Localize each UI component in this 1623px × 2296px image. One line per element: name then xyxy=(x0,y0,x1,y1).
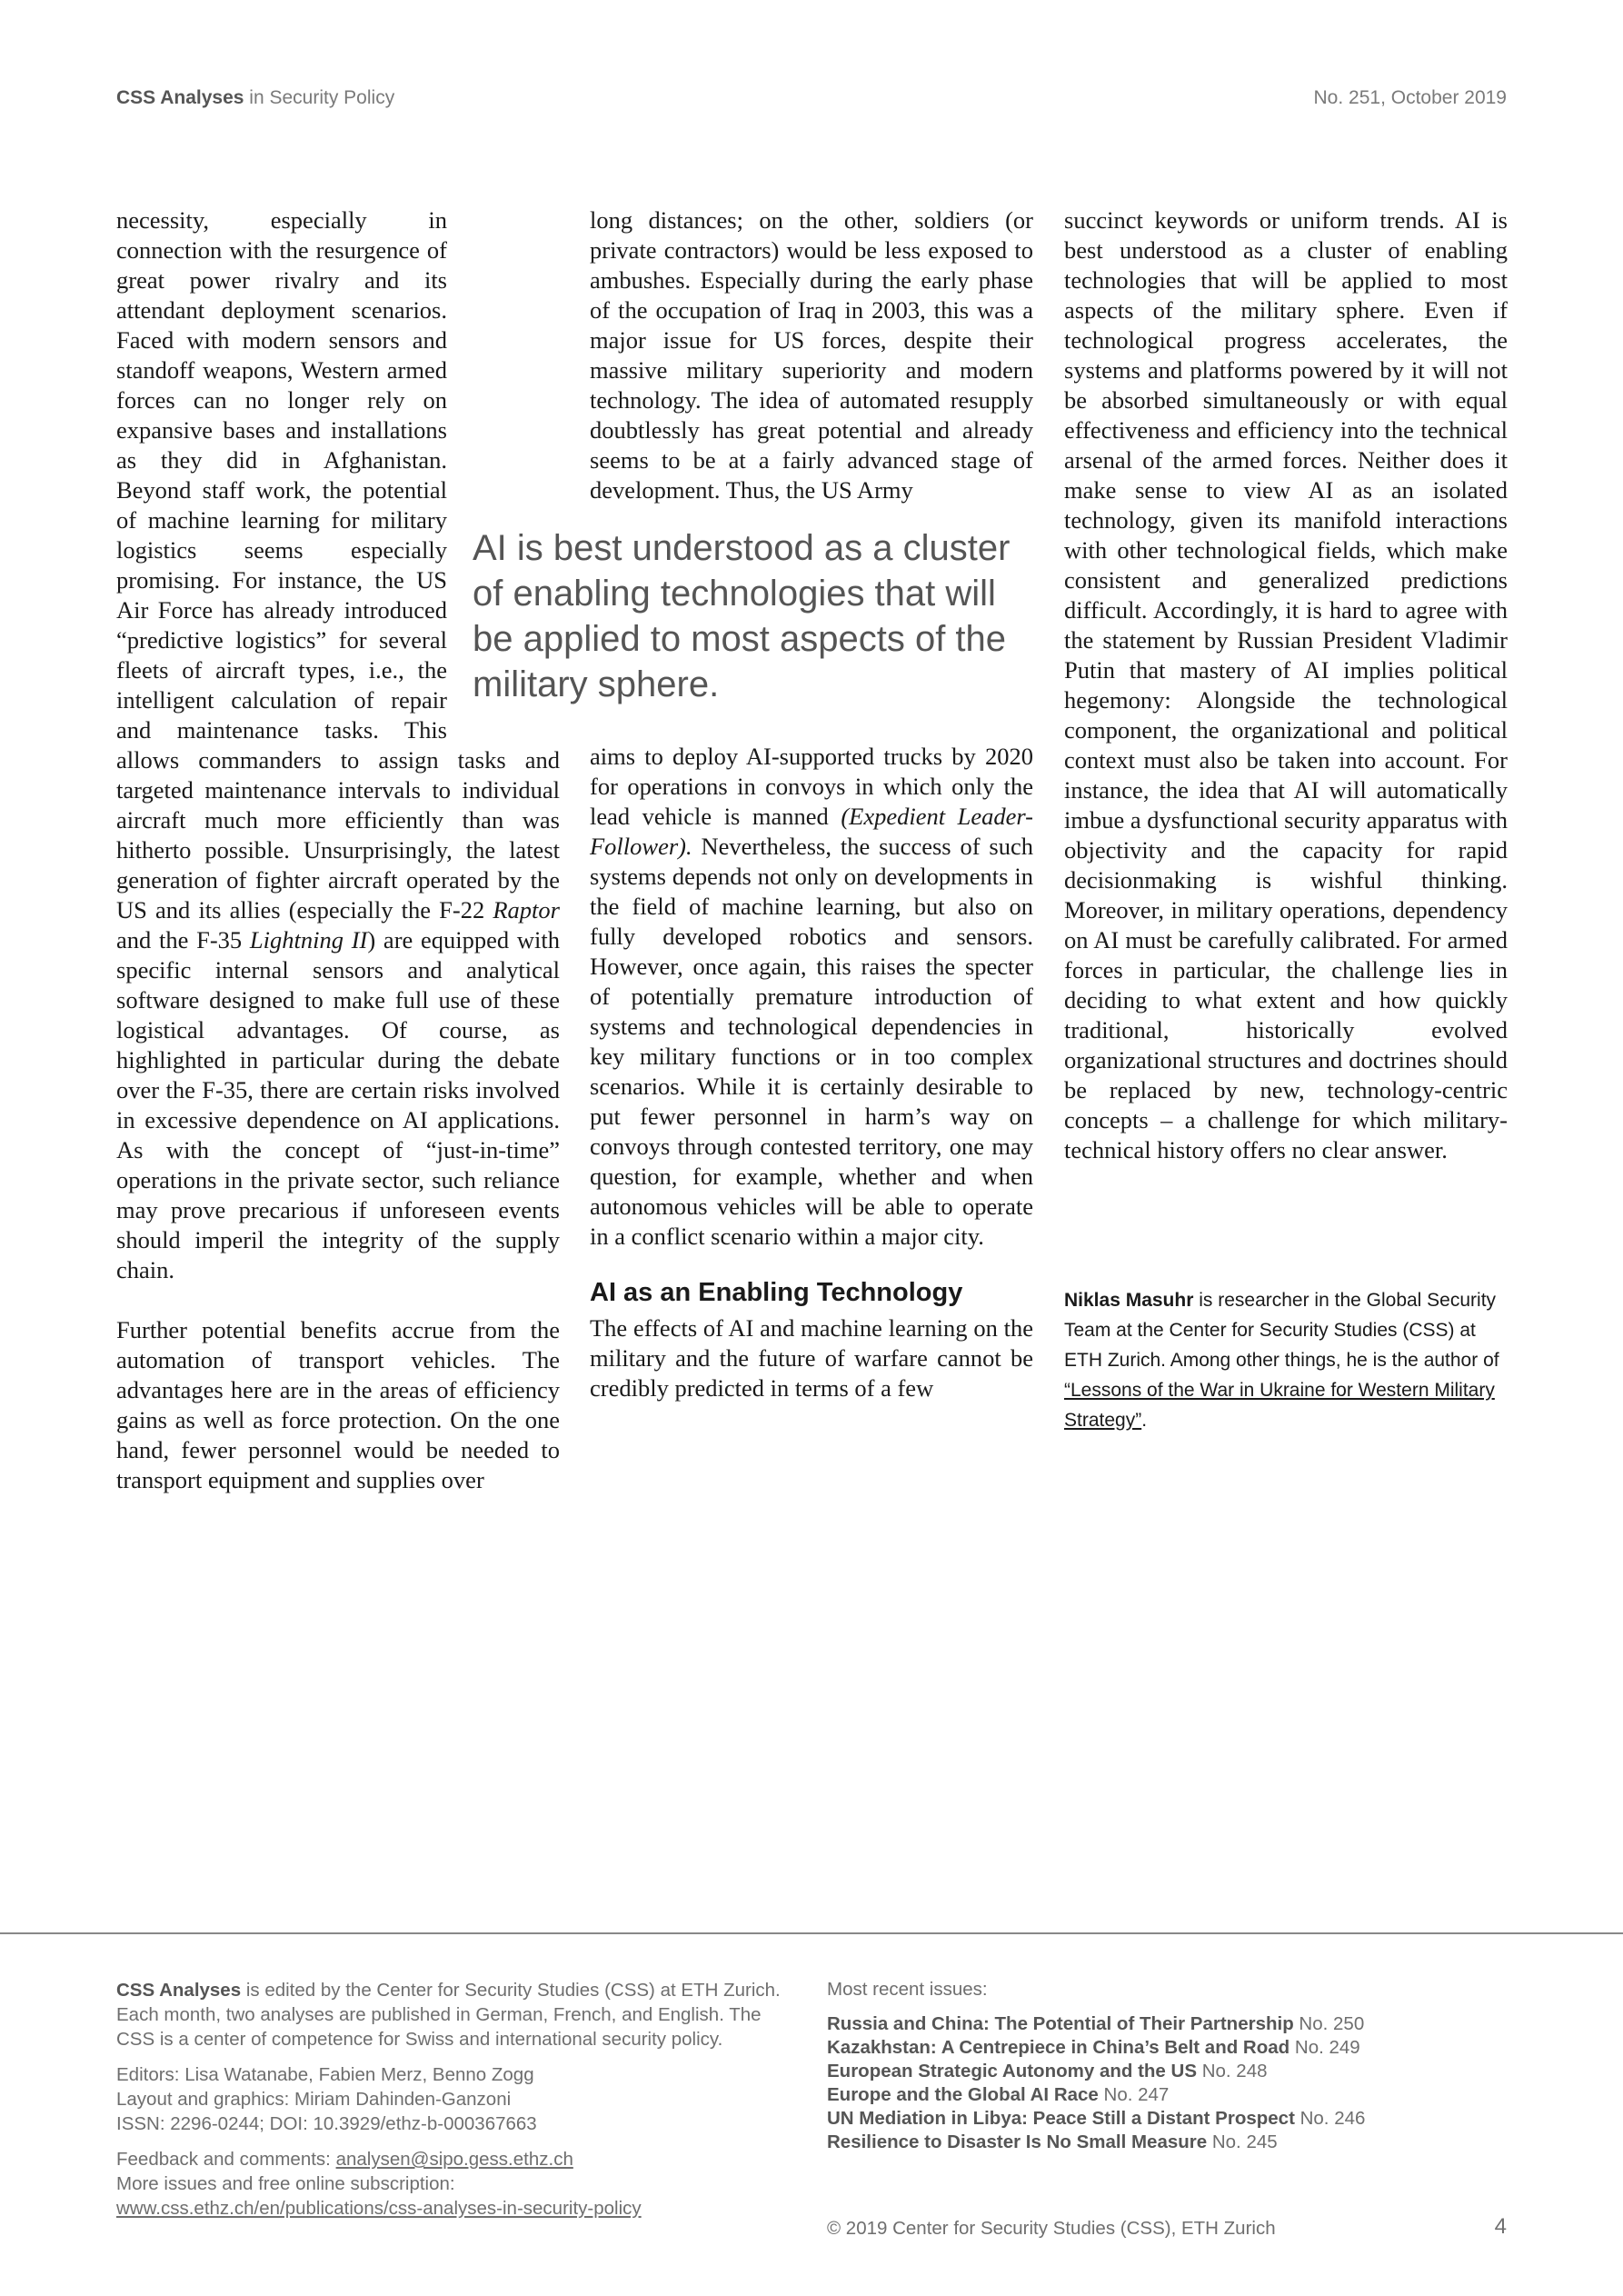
column-2-upper xyxy=(590,205,1033,505)
author-bio: Niklas Masuhr is researcher in the Global Security Team at the Center for Security Studies (CSS) at ETH Zurich. Among other things, he is the author of “Lessons of the War in Ukraine for Western Military Strategy”. xyxy=(1064,1290,1499,1431)
footer-credits: Editors: Lisa Watanabe, Fabien Merz, Benno Zogg Layout and graphics: Miriam Dahinden-Ganzoni ISSN: 2296-0244; DOI: 10.3929/ethz-b-000367663 xyxy=(116,2064,537,2134)
author-publication-link[interactable]: “Lessons of the War in Ukraine for Western Military Strategy” xyxy=(1064,1380,1495,1431)
recent-issue-item[interactable]: Resilience to Disaster Is No Small Measure No. 245 xyxy=(827,2131,1278,2152)
subscription-link[interactable]: www.css.ethz.ch/en/publications/css-analyses-in-security-policy xyxy=(116,2198,642,2219)
footer-contact: Feedback and comments: analysen@sipo.gess.ethz.ch More issues and free online subscription: www.css.ethz.ch/en/publications/css-analyses-in-security-policy xyxy=(116,2149,642,2219)
recent-issue-item[interactable]: Russia and China: The Potential of Their Partnership No. 250 xyxy=(827,2013,1365,2034)
col1-paragraph-1: necessity, especially in connection with the resurgence of great power rivalry and its attendant deployment scenarios. Faced with modern sensors and standoff weapons, Western armed forces can no longer rely on expansive bases and installations as they did in Afghanistan. Beyond staff work, the potential of machine learning for military logistics seems especially promising. For instance, the US Air Force has already introduced “predictive logistics” for several fleets of aircraft types, i.e., the intelligent calculation of repair and maintenance tasks. This allows commanders to assign tasks and targeted maintenance intervals to individual aircraft much more efficiently than was hitherto possible. Unsurprisingly, the latest generation of fighter aircraft operated by the US and its allies (especially the F-22 Raptor and the F-35 Lightning II) are equipped with specific internal sensors and analytical software designed to make full use of these logistical advantages. Of course, as highlighted in particular during the debate over the F-35, there are certain risks involved in excessive dependence on AI applications. As with the concept of “just-in-time” operations in the private sector, such reliance may prove precarious if unforeseen events should imperil the integrity of the supply chain. xyxy=(116,206,560,1283)
recent-issues-list xyxy=(827,2012,1518,2154)
col1-paragraph-2: Further potential benefits accrue from the automation of transport vehicles. The advantages here are in the areas of efficiency gains as well as force protection. On the one hand, fewer personnel would be needed to transport equipment and supplies over xyxy=(116,1316,560,1493)
recent-issues xyxy=(827,1978,1518,2154)
column-3 xyxy=(1064,205,1508,1165)
recent-issue-item[interactable]: Europe and the Global AI Race No. 247 xyxy=(827,2084,1170,2105)
footer-divider xyxy=(0,1932,1623,1934)
column-1 xyxy=(116,205,560,1495)
col2-paragraph-3: The effects of AI and machine learning on the military and the future of warfare cannot be credibly predicted in terms of a few xyxy=(590,1314,1033,1402)
running-header xyxy=(116,87,1507,115)
series-title: CSS Analyses in Security Policy xyxy=(116,87,395,108)
footer-about-text: CSS Analyses is edited by the Center for Security Studies (CSS) at ETH Zurich. Each month, two analyses are published in German, French, and English. The CSS is a center of competence for Swiss and international security policy. xyxy=(116,1980,781,2050)
section-heading: AI as an Enabling Technology xyxy=(590,1278,963,1307)
footer-about xyxy=(116,1978,789,2231)
recent-issue-item[interactable]: Kazakhstan: A Centrepiece in China’s Belt and Road No. 249 xyxy=(827,2037,1360,2058)
recent-issue-item[interactable]: UN Mediation in Libya: Peace Still a Distant Prospect No. 246 xyxy=(827,2108,1366,2129)
column-2-lower xyxy=(590,742,1033,1403)
col3-paragraph-1: succinct keywords or uniform trends. AI is best understood as a cluster of enabling technologies that will be applied to most aspects of the military sphere. Even if technological progress accelerates, the systems and platforms powered by it will not be absorbed simultaneously or with equal effectiveness and efficiency into the technical arsenal of the armed forces. Neither does it make sense to view AI as an isolated technology, given its manifold interactions with other technological fields, which make consistent and generalized predictions difficult. Accordingly, it is hard to agree with the statement by Russian President Vladimir Putin that mastery of AI implies political hegemony: Alongside the technological component, the organizational and political context must also be taken into account. For instance, the idea that AI will automatically imbue a dysfunctional security apparatus with objectivity and the capacity for rapid decisionmaking is wishful thinking. Moreover, in military operations, dependency on AI must be carefully calibrated. For armed forces in particular, the challenge lies in deciding to what extent and how quickly traditional, historically evolved organizational structures and doctrines should be replaced by new, technology-centric concepts – a challenge for which military-technical history offers no clear answer. xyxy=(1064,206,1508,1163)
feedback-email-link[interactable]: analysen@sipo.gess.ethz.ch xyxy=(335,2149,573,2170)
col2-paragraph-2: aims to deploy AI-supported trucks by 2020 for operations in convoys in which only the lead vehicle is manned (Expedient Leader-Follower). Nevertheless, the success of such systems depends not only on developments in the field of machine learning, but also on fully developed robotics and sensors. However, once again, this raises the specter of potentially premature introduction of systems and technological dependencies in key military functions or in too complex scenarios. While it is certainly desirable to put fewer personnel in harm’s way on convoys through contested territory, one may question, for example, whether and when autonomous vehicles will be able to operate in a conflict scenario within a major city. xyxy=(590,743,1033,1250)
page-number: 4 xyxy=(1494,2214,1507,2239)
author-name: Niklas Masuhr xyxy=(1064,1290,1194,1311)
pull-quote: AI is best understood as a cluster of enabling technologies that will be applied to most aspects of the military sphere. xyxy=(473,528,1011,704)
recent-issue-item[interactable]: European Strategic Autonomy and the US No. 248 xyxy=(827,2061,1268,2081)
recent-issues-label: Most recent issues: xyxy=(827,1979,988,2000)
col2-paragraph-1: long distances; on the other, soldiers (or private contractors) would be less exposed to ambushes. Especially during the early phase of the occupation of Iraq in 2003, this was a major issue for US forces, despite their massive military superiority and modern technology. The idea of automated resupply doubtlessly has great potential and already seems to be at a fairly advanced stage of development. Thus, the US Army xyxy=(590,206,1033,504)
issue-label: No. 251, October 2019 xyxy=(1313,87,1507,108)
copyright: © 2019 Center for Security Studies (CSS), ETH Zurich xyxy=(827,2218,1276,2239)
